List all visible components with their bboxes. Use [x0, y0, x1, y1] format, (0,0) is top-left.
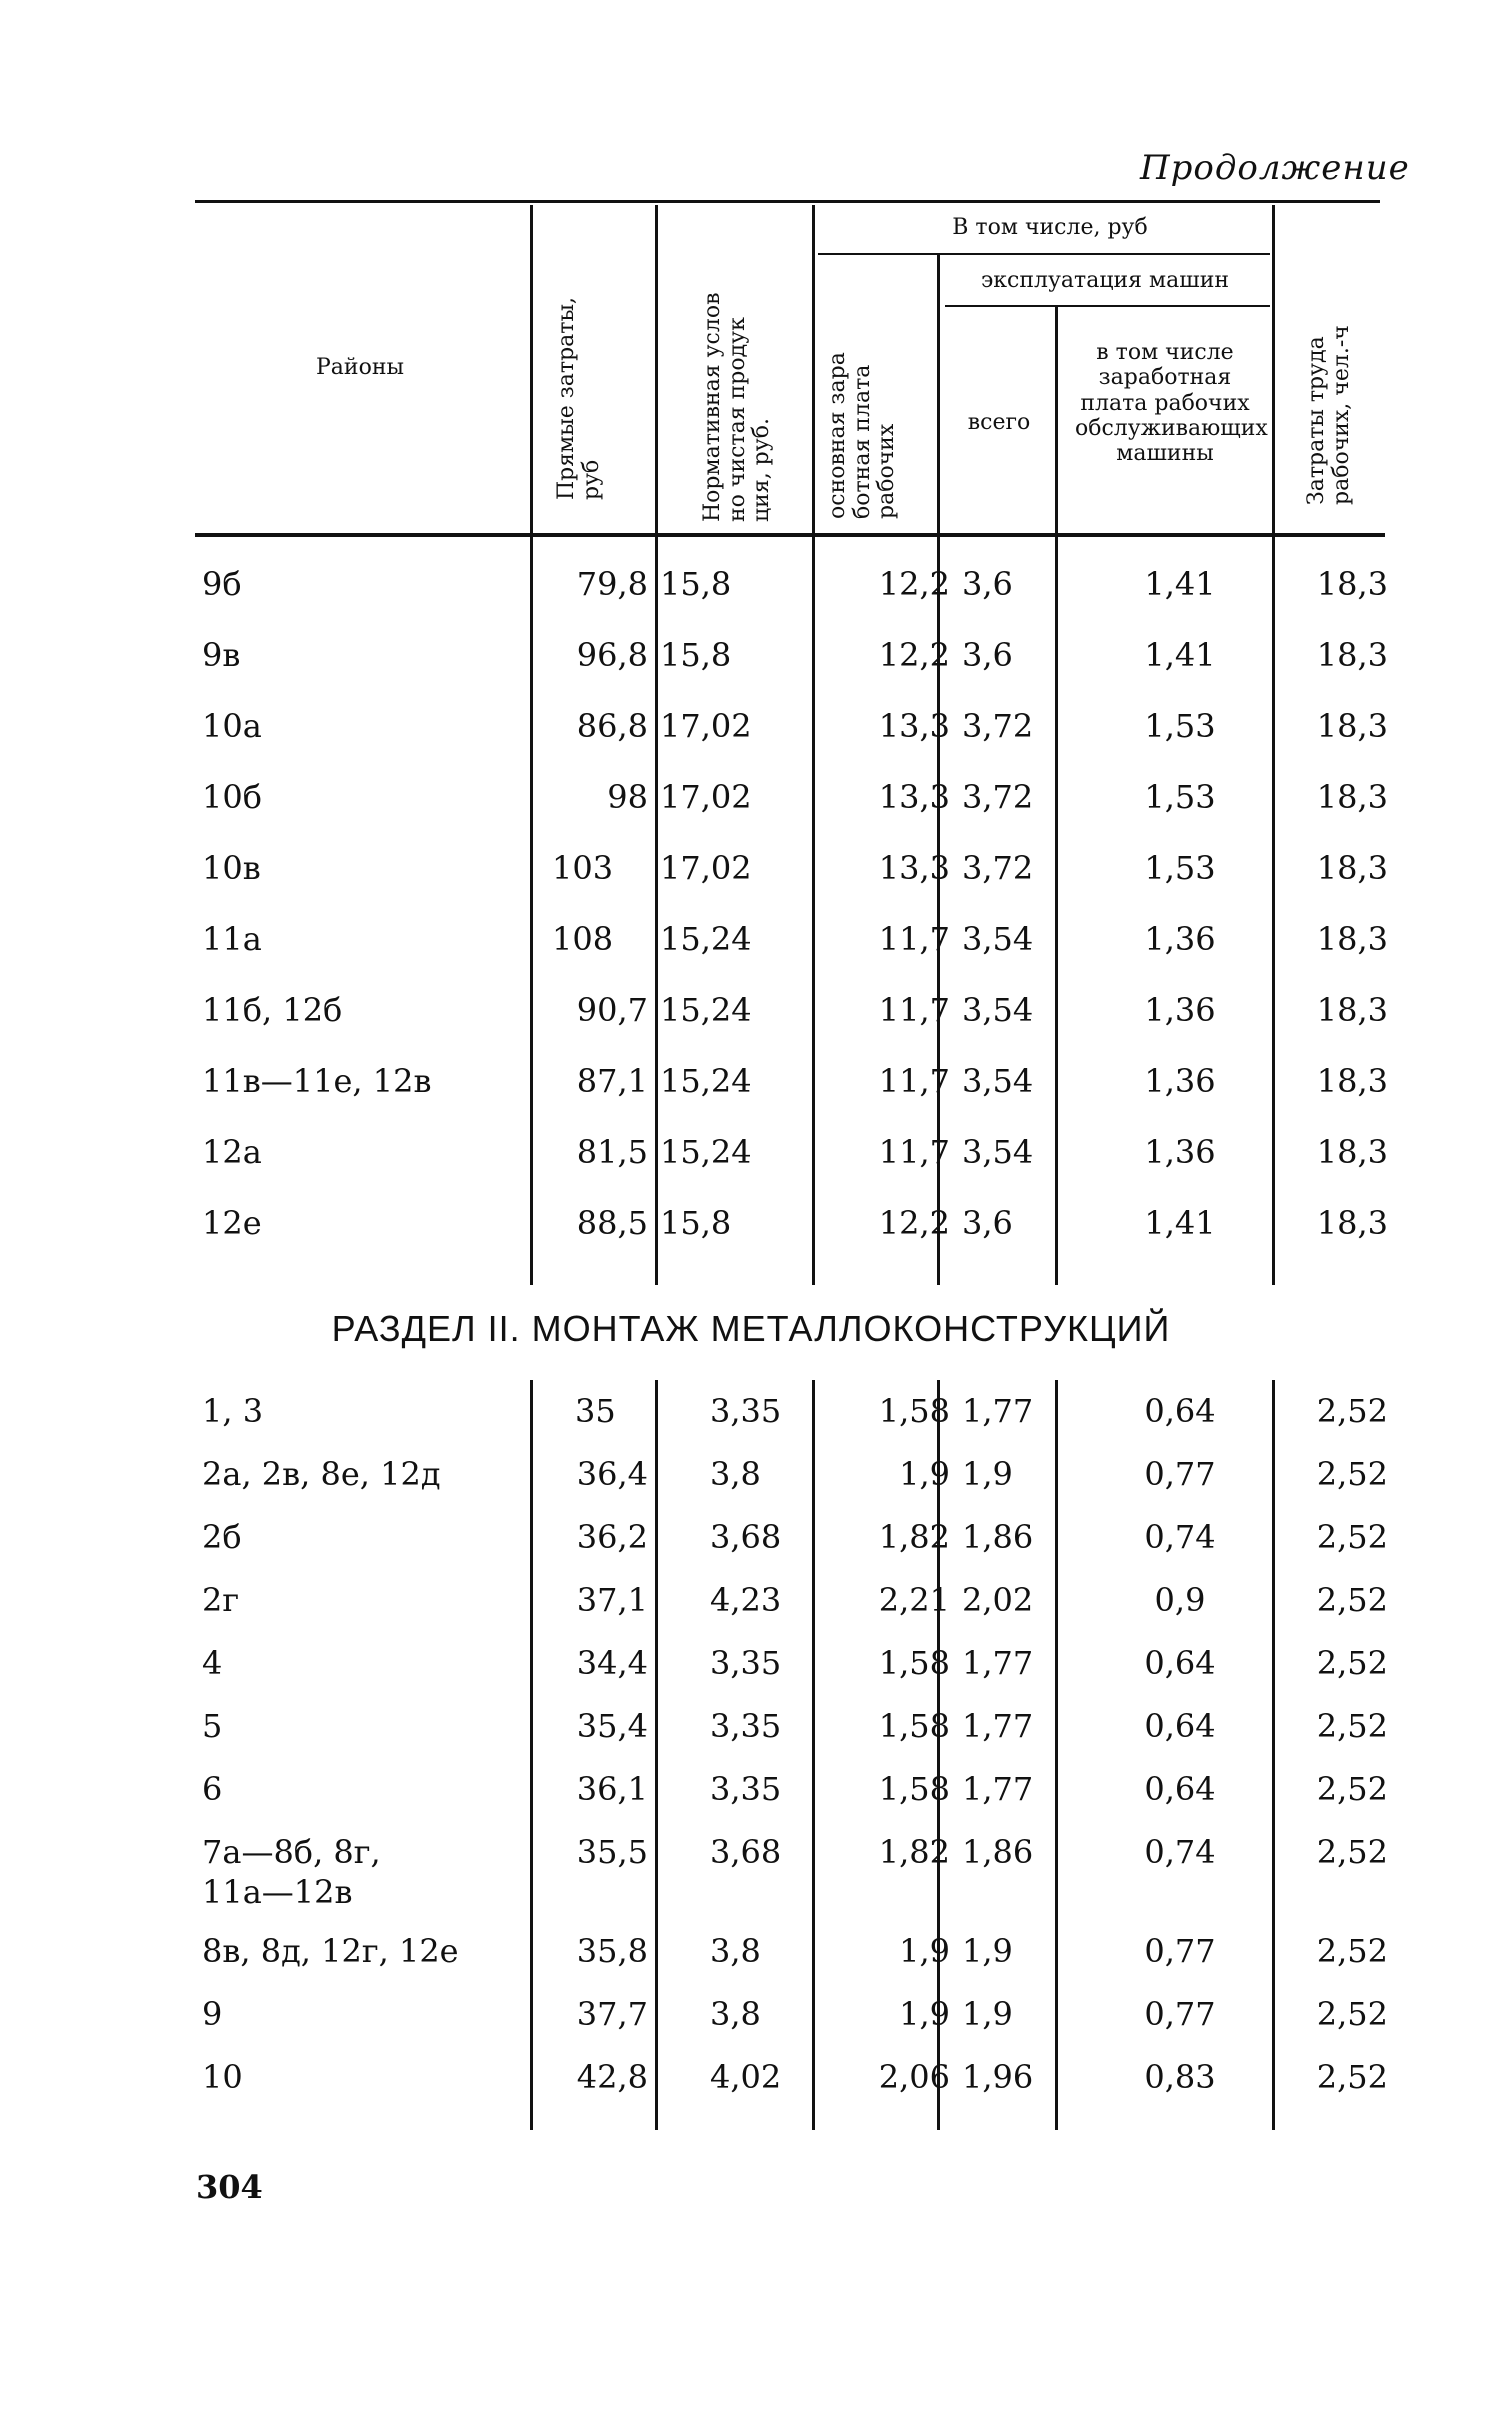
labor-cell: 18,3 — [1316, 1204, 1388, 1242]
labor-cell: 2,52 — [1316, 2058, 1388, 2096]
header-basic-wage: основная зара ботная плата рабочих — [825, 352, 900, 519]
wage-cell: 1,82 — [878, 1833, 950, 1871]
machine-total-cell: 1,77 — [962, 1392, 1034, 1430]
machine-rule — [945, 305, 1270, 307]
header-incl-wage: в том числе заработная плата рабочих обслуживающих машины — [1075, 340, 1268, 467]
header-vline-2 — [655, 205, 658, 533]
machine-total-cell: 1,77 — [962, 1644, 1034, 1682]
direct-costs-cell: 36,1 — [576, 1770, 648, 1808]
normative-cell: 3,68 — [710, 1833, 782, 1871]
table-row — [190, 1455, 1390, 1515]
normative-cell: 15,24 — [660, 1062, 752, 1100]
region-cell: 9 — [202, 1995, 223, 2033]
direct-costs-cell: 36,4 — [576, 1455, 648, 1493]
labor-cell: 2,52 — [1316, 1581, 1388, 1619]
labor-cell: 18,3 — [1316, 636, 1388, 674]
header-vline-4 — [937, 255, 940, 533]
normative-cell: 3,68 — [710, 1518, 782, 1556]
region-cell: 5 — [202, 1707, 223, 1745]
table-row — [190, 1707, 1390, 1767]
header-vline-3 — [812, 205, 815, 533]
normative-cell: 3,8 — [710, 1932, 761, 1970]
wage-cell: 11,7 — [878, 920, 950, 958]
machine-total-cell: 2,02 — [962, 1581, 1034, 1619]
table-row — [190, 920, 1390, 980]
header-direct-costs: Прямые затраты, руб — [554, 297, 604, 500]
normative-cell: 4,23 — [710, 1581, 782, 1619]
labor-cell: 18,3 — [1316, 849, 1388, 887]
wage-cell: 1,58 — [878, 1392, 950, 1430]
machine-total-cell: 3,54 — [962, 920, 1034, 958]
wage-cell: 11,7 — [878, 991, 950, 1029]
labor-cell: 2,52 — [1316, 1770, 1388, 1808]
wage-cell: 1,9 — [899, 1455, 950, 1493]
labor-cell: 18,3 — [1316, 1062, 1388, 1100]
table-row — [190, 849, 1390, 909]
region-cell: 6 — [202, 1770, 223, 1808]
region-cell: 11а — [202, 920, 262, 958]
machine-total-cell: 3,6 — [962, 636, 1013, 674]
machine-wage-cell: 1,41 — [1144, 1204, 1216, 1242]
machine-total-cell: 1,77 — [962, 1707, 1034, 1745]
labor-cell: 2,52 — [1316, 1707, 1388, 1745]
machine-wage-cell: 0,77 — [1144, 1455, 1216, 1493]
normative-cell: 3,35 — [710, 1707, 782, 1745]
header-of-which: В том числе, руб — [952, 215, 1148, 240]
table-row — [190, 1833, 1390, 1929]
table-row — [190, 2058, 1390, 2118]
region-cell: 12е — [202, 1204, 262, 1242]
machine-total-cell: 3,72 — [962, 778, 1034, 816]
direct-costs-cell: 87,1 — [576, 1062, 648, 1100]
machine-wage-cell: 1,53 — [1144, 849, 1216, 887]
machine-total-cell: 1,86 — [962, 1833, 1034, 1871]
machine-wage-cell: 0,64 — [1144, 1707, 1216, 1745]
wage-cell: 1,58 — [878, 1644, 950, 1682]
machine-wage-cell: 1,36 — [1144, 1062, 1216, 1100]
direct-costs-cell: 35 — [575, 1392, 616, 1430]
machine-wage-cell: 1,36 — [1144, 920, 1216, 958]
direct-costs-cell: 37,7 — [576, 1995, 648, 2033]
direct-costs-cell: 35,4 — [576, 1707, 648, 1745]
table-row — [190, 1644, 1390, 1704]
region-cell: 10в — [202, 849, 261, 887]
machine-wage-cell: 1,41 — [1144, 636, 1216, 674]
machine-total-cell: 1,96 — [962, 2058, 1034, 2096]
wage-cell: 2,06 — [878, 2058, 950, 2096]
region-cell: 7а—8б, 8г, — [202, 1833, 381, 1871]
machine-total-cell: 3,54 — [962, 1133, 1034, 1171]
machine-wage-cell: 0,83 — [1144, 2058, 1216, 2096]
machine-total-cell: 1,9 — [962, 1932, 1013, 1970]
table-row — [190, 1581, 1390, 1641]
region-cell-continued: 11а—12в — [202, 1873, 353, 1911]
machine-wage-cell: 1,36 — [1144, 991, 1216, 1029]
machine-wage-cell: 0,77 — [1144, 1995, 1216, 2033]
region-cell: 9б — [202, 565, 242, 603]
normative-cell: 3,8 — [710, 1455, 761, 1493]
header-vline-1 — [530, 205, 533, 533]
direct-costs-cell: 79,8 — [576, 565, 648, 603]
normative-cell: 15,8 — [660, 1204, 732, 1242]
normative-cell: 15,8 — [660, 636, 732, 674]
machine-wage-cell: 0,9 — [1154, 1581, 1206, 1619]
normative-cell: 15,8 — [660, 565, 732, 603]
header-labor-costs: Затраты труда рабочих, чел.-ч — [1304, 325, 1354, 505]
labor-cell: 18,3 — [1316, 707, 1388, 745]
region-cell: 1, 3 — [202, 1392, 264, 1430]
header-normative-net: Нормативная услов но чистая продук ция, руб. — [700, 292, 775, 522]
wage-cell: 1,58 — [878, 1707, 950, 1745]
labor-cell: 2,52 — [1316, 1833, 1388, 1871]
machine-wage-cell: 0,74 — [1144, 1833, 1216, 1871]
wage-cell: 11,7 — [878, 1133, 950, 1171]
machine-total-cell: 3,72 — [962, 707, 1034, 745]
section-title: РАЗДЕЛ II. МОНТАЖ МЕТАЛЛОКОНСТРУКЦИЙ — [331, 1308, 1171, 1349]
labor-cell: 18,3 — [1316, 991, 1388, 1029]
machine-wage-cell: 1,53 — [1144, 778, 1216, 816]
machine-wage-cell: 1,41 — [1144, 565, 1216, 603]
wage-cell: 2,21 — [878, 1581, 950, 1619]
labor-cell: 2,52 — [1316, 1644, 1388, 1682]
machine-total-cell: 3,72 — [962, 849, 1034, 887]
table-row — [190, 1518, 1390, 1578]
direct-costs-cell: 42,8 — [576, 2058, 648, 2096]
table-row — [190, 1770, 1390, 1830]
wage-cell: 11,7 — [878, 1062, 950, 1100]
machine-wage-cell: 1,53 — [1144, 707, 1216, 745]
labor-cell: 2,52 — [1316, 1518, 1388, 1556]
direct-costs-cell: 37,1 — [576, 1581, 648, 1619]
table-row — [190, 1392, 1390, 1452]
normative-cell: 17,02 — [660, 778, 752, 816]
normative-cell: 3,35 — [710, 1644, 782, 1682]
machine-total-cell: 3,6 — [962, 565, 1013, 603]
machine-wage-cell: 1,36 — [1144, 1133, 1216, 1171]
direct-costs-cell: 34,4 — [576, 1644, 648, 1682]
region-cell: 11б, 12б — [202, 991, 343, 1029]
header-bottom-rule — [195, 533, 1385, 537]
table-row — [190, 565, 1390, 625]
direct-costs-cell: 35,5 — [576, 1833, 648, 1871]
machine-wage-cell: 0,64 — [1144, 1644, 1216, 1682]
wage-cell: 13,3 — [878, 707, 950, 745]
machine-total-cell: 1,86 — [962, 1518, 1034, 1556]
labor-cell: 2,52 — [1316, 1932, 1388, 1970]
machine-total-cell: 3,54 — [962, 1062, 1034, 1100]
direct-costs-cell: 108 — [552, 920, 614, 958]
region-cell: 2г — [202, 1581, 240, 1619]
wage-cell: 12,2 — [878, 1204, 950, 1242]
direct-costs-cell: 86,8 — [576, 707, 648, 745]
machine-wage-cell: 0,64 — [1144, 1392, 1216, 1430]
wage-cell: 13,3 — [878, 849, 950, 887]
machine-wage-cell: 0,77 — [1144, 1932, 1216, 1970]
wage-cell: 1,58 — [878, 1770, 950, 1808]
direct-costs-cell: 90,7 — [576, 991, 648, 1029]
table-row — [190, 778, 1390, 838]
header-total: всего — [967, 410, 1031, 435]
continued-label: Продолжение — [1140, 148, 1410, 188]
region-cell: 10б — [202, 778, 262, 816]
wage-cell: 12,2 — [878, 636, 950, 674]
table-row — [190, 1995, 1390, 2055]
direct-costs-cell: 103 — [552, 849, 614, 887]
table-row — [190, 1932, 1390, 1992]
labor-cell: 18,3 — [1316, 920, 1388, 958]
labor-cell: 2,52 — [1316, 1392, 1388, 1430]
wage-cell: 1,9 — [899, 1932, 950, 1970]
machine-total-cell: 1,9 — [962, 1455, 1013, 1493]
normative-cell: 3,35 — [710, 1770, 782, 1808]
wage-cell: 1,82 — [878, 1518, 950, 1556]
table-top-rule — [195, 200, 1380, 203]
wage-cell: 13,3 — [878, 778, 950, 816]
direct-costs-cell: 35,8 — [576, 1932, 648, 1970]
normative-cell: 3,8 — [710, 1995, 761, 2033]
header-regions: Районы — [316, 355, 404, 380]
region-cell: 4 — [202, 1644, 223, 1682]
of-which-rule — [818, 253, 1270, 255]
labor-cell: 18,3 — [1316, 778, 1388, 816]
wage-cell: 1,9 — [899, 1995, 950, 2033]
labor-cell: 2,52 — [1316, 1995, 1388, 2033]
normative-cell: 4,02 — [710, 2058, 782, 2096]
normative-cell: 15,24 — [660, 1133, 752, 1171]
labor-cell: 18,3 — [1316, 1133, 1388, 1171]
region-cell: 12а — [202, 1133, 262, 1171]
normative-cell: 17,02 — [660, 849, 752, 887]
region-cell: 10 — [202, 2058, 243, 2096]
region-cell: 8в, 8д, 12г, 12е — [202, 1932, 459, 1970]
table-row — [190, 1062, 1390, 1122]
wage-cell: 12,2 — [878, 565, 950, 603]
labor-cell: 18,3 — [1316, 565, 1388, 603]
machine-total-cell: 1,9 — [962, 1995, 1013, 2033]
region-cell: 9в — [202, 636, 241, 674]
region-cell: 2б — [202, 1518, 242, 1556]
machine-wage-cell: 0,74 — [1144, 1518, 1216, 1556]
labor-cell: 2,52 — [1316, 1455, 1388, 1493]
region-cell: 10а — [202, 707, 262, 745]
direct-costs-cell: 81,5 — [576, 1133, 648, 1171]
normative-cell: 17,02 — [660, 707, 752, 745]
direct-costs-cell: 36,2 — [576, 1518, 648, 1556]
normative-cell: 15,24 — [660, 920, 752, 958]
normative-cell: 3,35 — [710, 1392, 782, 1430]
direct-costs-cell: 98 — [607, 778, 648, 816]
table-row — [190, 991, 1390, 1051]
normative-cell: 15,24 — [660, 991, 752, 1029]
region-cell: 11в—11е, 12в — [202, 1062, 432, 1100]
machine-total-cell: 1,77 — [962, 1770, 1034, 1808]
region-cell: 2а, 2в, 8е, 12д — [202, 1455, 441, 1493]
header-vline-5 — [1055, 307, 1058, 533]
direct-costs-cell: 88,5 — [576, 1204, 648, 1242]
header-machine-operation: эксплуатация машин — [980, 268, 1230, 293]
table-row — [190, 707, 1390, 767]
machine-wage-cell: 0,64 — [1144, 1770, 1216, 1808]
table-row — [190, 1133, 1390, 1193]
machine-total-cell: 3,6 — [962, 1204, 1013, 1242]
direct-costs-cell: 96,8 — [576, 636, 648, 674]
page-number: 304 — [196, 2168, 263, 2206]
machine-total-cell: 3,54 — [962, 991, 1034, 1029]
table-row — [190, 1204, 1390, 1264]
table-row — [190, 636, 1390, 696]
header-vline-6 — [1272, 205, 1275, 533]
